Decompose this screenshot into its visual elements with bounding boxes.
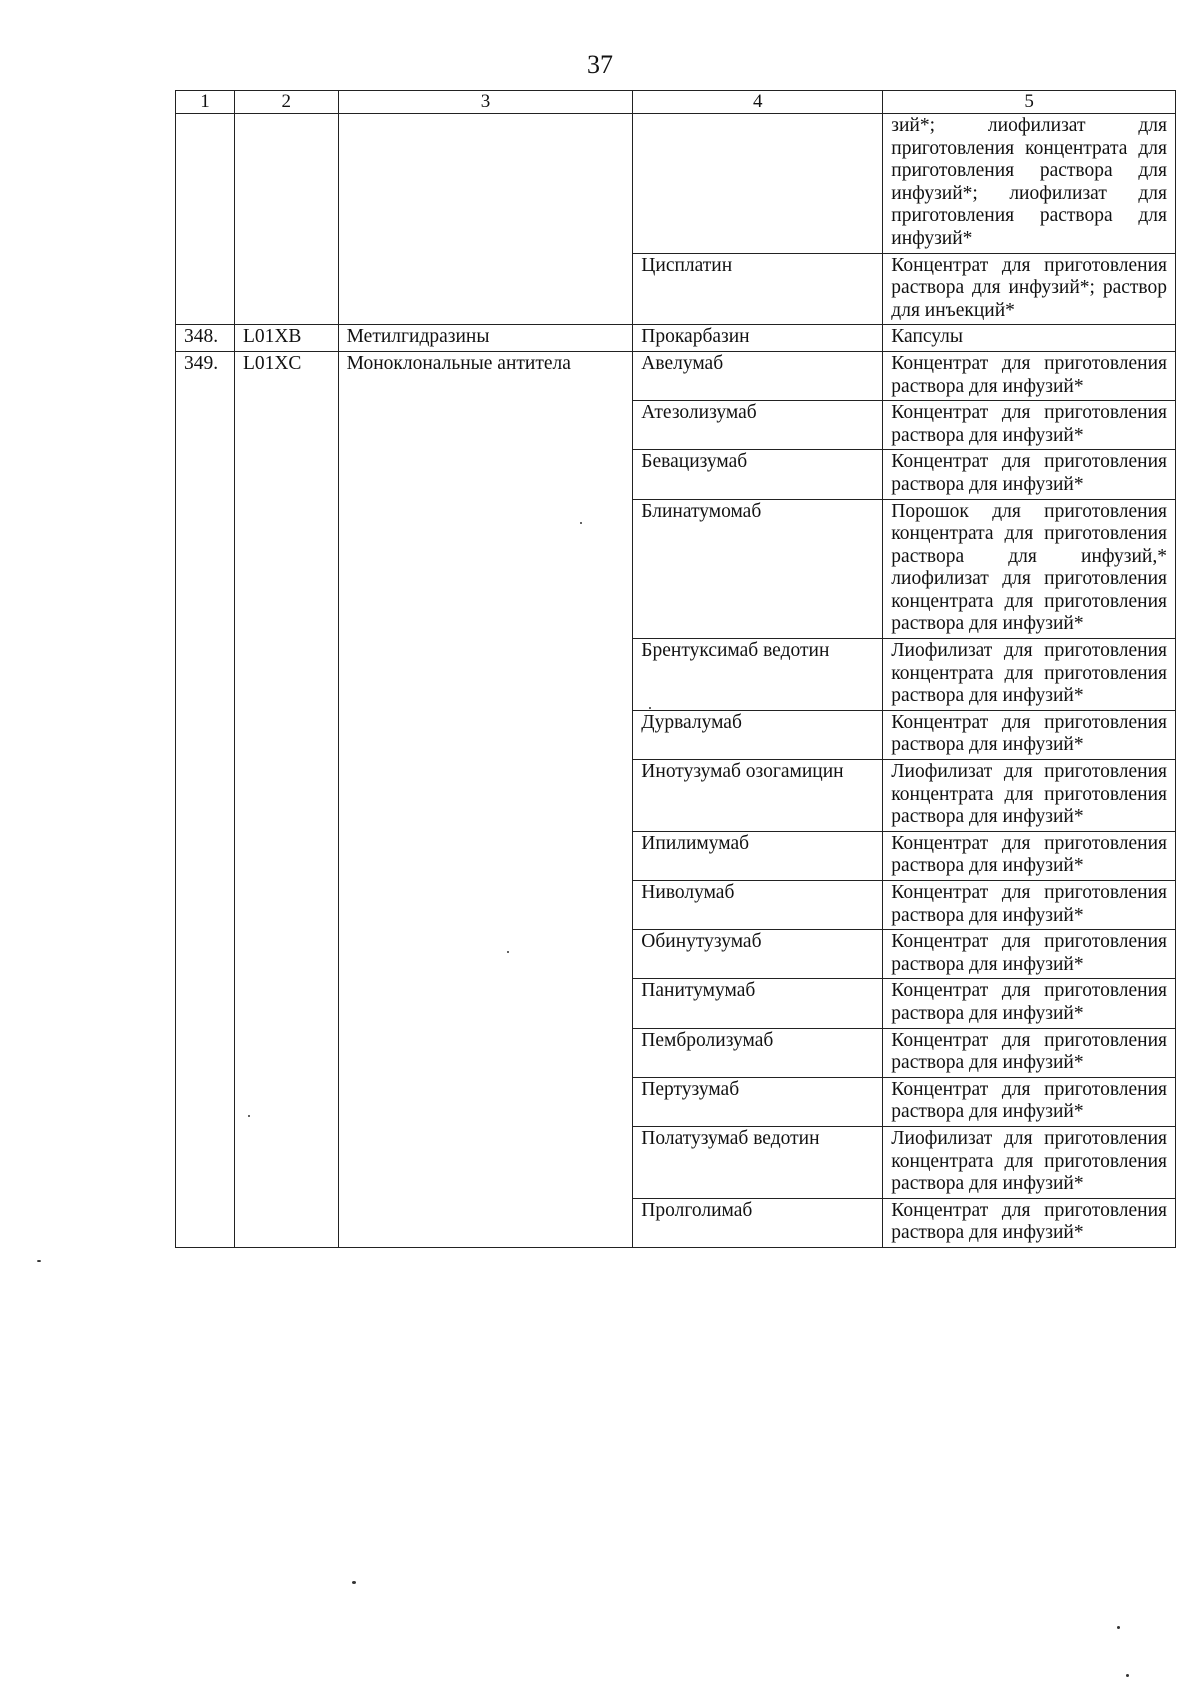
scan-speck	[248, 1115, 250, 1117]
page-number: 37	[587, 50, 613, 79]
drug-name-cell: Прокарбазин	[633, 325, 883, 352]
dosage-form-cell: Концентрат для приготовления раствора для инфузий*	[883, 450, 1176, 499]
scan-speck	[580, 522, 582, 524]
dosage-form-cell: Лиофилизат для приготовления концентрата для приготовления раствора для инфузий*	[883, 1126, 1176, 1198]
drug-name-cell: Блинатумомаб	[633, 499, 883, 639]
dosage-form-cell: Капсулы	[883, 325, 1176, 352]
dosage-form-cell: Порошок для приготовления концентрата для приготовления раствора для инфузий,* лиофилизат для приготовления концентрата для приготовления раствора для инфузий*	[883, 499, 1176, 639]
row-number: 349.	[176, 351, 235, 1247]
drug-name-cell: Полатузумаб ведотин	[633, 1126, 883, 1198]
scan-speck	[352, 1581, 356, 1584]
scan-speck	[37, 1260, 41, 1262]
drug-name-cell: Пертузумаб	[633, 1077, 883, 1126]
header-cell-5: 5	[883, 91, 1176, 114]
dosage-form-cell: Концентрат для приготовления раствора для инфузий*; раствор для инъекций*	[883, 253, 1176, 325]
table-row	[176, 325, 1176, 352]
continuation-num-cell	[176, 114, 235, 325]
dosage-form-cell: Концентрат для приготовления раствора для инфузий*	[883, 979, 1176, 1028]
header-cell-3: 3	[338, 91, 633, 114]
dosage-form-cell: Концентрат для приготовления раствора для инфузий*	[883, 881, 1176, 930]
scan-speck	[649, 707, 651, 709]
drug-name-cell: Атезолизумаб	[633, 401, 883, 450]
continuation-code-cell	[234, 114, 338, 325]
header-cell-2: 2	[234, 91, 338, 114]
drug-name-cell: Дурвалумаб	[633, 710, 883, 759]
dosage-form-cell: Концентрат для приготовления раствора для инфузий*	[883, 351, 1176, 400]
dosage-form-cell: Концентрат для приготовления раствора для инфузий*	[883, 1077, 1176, 1126]
drug-name-cell: Ниволумаб	[633, 881, 883, 930]
atc-code: L01XB	[234, 325, 338, 352]
dosage-form-cell: Концентрат для приготовления раствора для инфузий*	[883, 1028, 1176, 1077]
drug-name-cell: Брентуксимаб ведотин	[633, 639, 883, 711]
scan-speck	[1117, 1626, 1120, 1629]
table-row	[176, 114, 1176, 254]
dosage-form-cell: Концентрат для приготовления раствора для инфузий*	[883, 831, 1176, 880]
continuation-group-cell	[338, 114, 633, 325]
dosage-form-cell: Концентрат для приготовления раствора для инфузий*	[883, 1198, 1176, 1247]
drug-name-cell: Обинутузумаб	[633, 930, 883, 979]
drug-name-cell: Пембролизумаб	[633, 1028, 883, 1077]
drug-name-cell: Авелумаб	[633, 351, 883, 400]
drug-name-cell: Ипилимумаб	[633, 831, 883, 880]
header-row	[176, 91, 1176, 114]
atc-code: L01XC	[234, 351, 338, 1247]
table-row	[176, 351, 1176, 400]
dosage-form-cell: Лиофилизат для приготовления концентрата для приготовления раствора для инфузий*	[883, 639, 1176, 711]
group-name: Метилгидразины	[338, 325, 633, 352]
group-name: Моноклональные антитела	[338, 351, 633, 1247]
dosage-form-cell: Лиофилизат для приготовления концентрата для приготовления раствора для инфузий*	[883, 760, 1176, 832]
dosage-form-cell: Концентрат для приготовления раствора для инфузий*	[883, 930, 1176, 979]
dosage-form-cell: Концентрат для приготовления раствора для инфузий*	[883, 710, 1176, 759]
row-number: 348.	[176, 325, 235, 352]
drug-name-cell: Цисплатин	[633, 253, 883, 325]
drug-name-cell: Пролголимаб	[633, 1198, 883, 1247]
scan-speck	[1126, 1674, 1129, 1677]
dosage-form-cell: зий*; лиофилизат для приготовления концентрата для приготовления раствора для инфузий*; лиофилизат для приготовления раствора для инфузий*	[883, 114, 1176, 254]
header-cell-1: 1	[176, 91, 235, 114]
dosage-form-cell: Концентрат для приготовления раствора для инфузий*	[883, 401, 1176, 450]
header-cell-4: 4	[633, 91, 883, 114]
drug-name-cell	[633, 114, 883, 254]
drug-name-cell: Панитумумаб	[633, 979, 883, 1028]
scan-speck	[507, 951, 509, 953]
drug-name-cell: Инотузумаб озогамицин	[633, 760, 883, 832]
drug-name-cell: Бевацизумаб	[633, 450, 883, 499]
drug-table	[175, 90, 1176, 1248]
